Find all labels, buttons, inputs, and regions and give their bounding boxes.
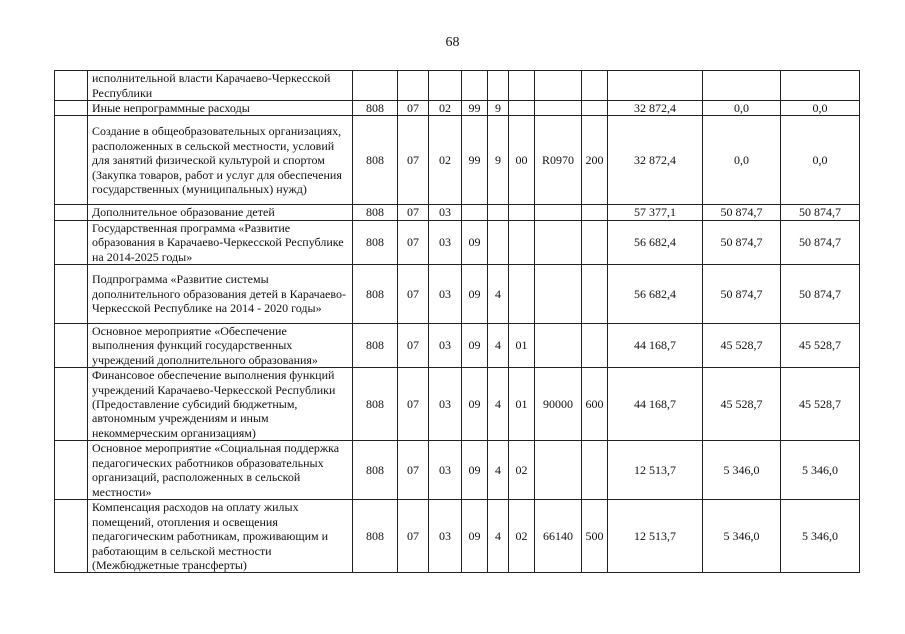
code-direction [535, 101, 582, 116]
code-program [462, 205, 488, 220]
code-gr: 808 [353, 205, 398, 220]
code-rz: 07 [398, 441, 429, 500]
amount-2021: 0,0 [781, 116, 860, 205]
code-event [509, 205, 535, 220]
page-number: 68 [445, 35, 460, 50]
amount-2021 [781, 71, 860, 101]
code-gr [353, 71, 398, 101]
code-direction [535, 205, 582, 220]
code-direction [535, 220, 582, 264]
code-subprogram: 9 [488, 116, 509, 205]
table-row [55, 368, 860, 441]
amount-2019: 57 377,1 [608, 205, 703, 220]
amount-2020: 50 874,7 [703, 265, 781, 324]
row-description: Подпрограмма «Развитие системы дополнительного образования детей в Карачаево-Черкесской Республике на 2014 - 2020 годы» [88, 265, 353, 324]
amount-2020: 5 346,0 [703, 500, 781, 573]
code-pr: 03 [429, 205, 462, 220]
amount-2021: 50 874,7 [781, 265, 860, 324]
table-row [55, 441, 860, 500]
code-rz: 07 [398, 265, 429, 324]
amount-2020: 0,0 [703, 101, 781, 116]
amount-2021: 45 528,7 [781, 324, 860, 368]
row-description: Дополнительное образование детей [88, 205, 353, 220]
amount-2020: 50 874,7 [703, 220, 781, 264]
code-event [509, 220, 535, 264]
code-pr: 03 [429, 324, 462, 368]
row-description: Создание в общеобразовательных организациях, расположенных в сельской местности, условий для занятий физической культурой и спортом (Закупка товаров, работ и услуг для обеспечения государственных (муниципальных) нужд) [88, 116, 353, 205]
row-margin-cell [55, 500, 88, 573]
code-event [509, 265, 535, 324]
code-pr [429, 71, 462, 101]
amount-2019: 56 682,4 [608, 220, 703, 264]
code-subprogram: 4 [488, 324, 509, 368]
code-program: 09 [462, 368, 488, 441]
code-rz: 07 [398, 116, 429, 205]
code-program: 09 [462, 441, 488, 500]
code-expense-type: 600 [582, 368, 608, 441]
code-subprogram [488, 71, 509, 101]
amount-2020: 50 874,7 [703, 205, 781, 220]
code-program [462, 71, 488, 101]
code-direction [535, 324, 582, 368]
amount-2019 [608, 71, 703, 101]
code-event: 02 [509, 441, 535, 500]
code-expense-type: 500 [582, 500, 608, 573]
amount-2019: 12 513,7 [608, 500, 703, 573]
amount-2020: 0,0 [703, 116, 781, 205]
code-expense-type [582, 265, 608, 324]
code-pr: 03 [429, 441, 462, 500]
amount-2019: 12 513,7 [608, 441, 703, 500]
code-program: 99 [462, 101, 488, 116]
table-row [55, 500, 860, 573]
code-event: 00 [509, 116, 535, 205]
code-pr: 03 [429, 500, 462, 573]
code-rz: 07 [398, 101, 429, 116]
row-margin-cell [55, 324, 88, 368]
row-description: Финансовое обеспечение выполнения функций учреждений Карачаево-Черкесской Республики (Предоставление субсидий бюджетным, автономным учреждениям и иным некоммерческим организациям) [88, 368, 353, 441]
code-rz: 07 [398, 205, 429, 220]
row-margin-cell [55, 71, 88, 101]
code-pr: 03 [429, 368, 462, 441]
code-program: 09 [462, 324, 488, 368]
code-pr: 02 [429, 116, 462, 205]
code-gr: 808 [353, 101, 398, 116]
code-direction: 90000 [535, 368, 582, 441]
table-row [55, 220, 860, 264]
row-description: Основное мероприятие «Социальная поддержка педагогических работников образовательных организаций, расположенных в сельской местности» [88, 441, 353, 500]
code-event [509, 101, 535, 116]
code-expense-type [582, 71, 608, 101]
code-direction [535, 71, 582, 101]
row-margin-cell [55, 441, 88, 500]
budget-table [54, 70, 860, 573]
code-program: 99 [462, 116, 488, 205]
code-gr: 808 [353, 441, 398, 500]
code-gr: 808 [353, 265, 398, 324]
table-row [55, 205, 860, 220]
table-row [55, 101, 860, 116]
code-rz [398, 71, 429, 101]
code-pr: 03 [429, 220, 462, 264]
code-expense-type [582, 220, 608, 264]
code-gr: 808 [353, 324, 398, 368]
code-program: 09 [462, 265, 488, 324]
code-event: 02 [509, 500, 535, 573]
code-pr: 03 [429, 265, 462, 324]
code-expense-type [582, 101, 608, 116]
table-row [55, 265, 860, 324]
code-direction [535, 265, 582, 324]
row-margin-cell [55, 220, 88, 264]
table-row [55, 116, 860, 205]
table-row [55, 71, 860, 101]
code-expense-type: 200 [582, 116, 608, 205]
code-pr: 02 [429, 101, 462, 116]
code-gr: 808 [353, 116, 398, 205]
amount-2020: 45 528,7 [703, 324, 781, 368]
code-expense-type [582, 441, 608, 500]
amount-2021: 45 528,7 [781, 368, 860, 441]
row-description: Государственная программа «Развитие образования в Карачаево-Черкесской Республике на 2014-2025 годы» [88, 220, 353, 264]
amount-2019: 44 168,7 [608, 324, 703, 368]
amount-2019: 32 872,4 [608, 116, 703, 205]
code-subprogram: 4 [488, 265, 509, 324]
code-program: 09 [462, 220, 488, 264]
amount-2019: 44 168,7 [608, 368, 703, 441]
row-margin-cell [55, 205, 88, 220]
code-direction [535, 441, 582, 500]
row-margin-cell [55, 368, 88, 441]
code-subprogram: 4 [488, 441, 509, 500]
amount-2020: 45 528,7 [703, 368, 781, 441]
amount-2021: 50 874,7 [781, 220, 860, 264]
amount-2021: 5 346,0 [781, 500, 860, 573]
code-program: 09 [462, 500, 488, 573]
row-margin-cell [55, 116, 88, 205]
amount-2021: 0,0 [781, 101, 860, 116]
code-subprogram [488, 220, 509, 264]
row-description: Основное мероприятие «Обеспечение выполнения функций государственных учреждений дополнительного образования» [88, 324, 353, 368]
amount-2019: 32 872,4 [608, 101, 703, 116]
table-row [55, 324, 860, 368]
code-event [509, 71, 535, 101]
code-rz: 07 [398, 220, 429, 264]
amount-2019: 56 682,4 [608, 265, 703, 324]
code-subprogram: 4 [488, 368, 509, 441]
code-event: 01 [509, 368, 535, 441]
amount-2021: 5 346,0 [781, 441, 860, 500]
row-description: Иные непрограммные расходы [88, 101, 353, 116]
code-expense-type [582, 324, 608, 368]
code-subprogram: 4 [488, 500, 509, 573]
amount-2021: 50 874,7 [781, 205, 860, 220]
row-margin-cell [55, 265, 88, 324]
code-rz: 07 [398, 324, 429, 368]
amount-2020: 5 346,0 [703, 441, 781, 500]
row-margin-cell [55, 101, 88, 116]
code-gr: 808 [353, 368, 398, 441]
amount-2020 [703, 71, 781, 101]
code-gr: 808 [353, 500, 398, 573]
code-event: 01 [509, 324, 535, 368]
row-description: исполнительной власти Карачаево-Черкесской Республики [88, 71, 353, 101]
code-subprogram [488, 205, 509, 220]
code-rz: 07 [398, 368, 429, 441]
code-direction: R0970 [535, 116, 582, 205]
code-rz: 07 [398, 500, 429, 573]
code-subprogram: 9 [488, 101, 509, 116]
code-gr: 808 [353, 220, 398, 264]
code-expense-type [582, 205, 608, 220]
row-description: Компенсация расходов на оплату жилых помещений, отопления и освещения педагогическим работникам, проживающим и работающим в сельской местности (Межбюджетные трансферты) [88, 500, 353, 573]
code-direction: 66140 [535, 500, 582, 573]
